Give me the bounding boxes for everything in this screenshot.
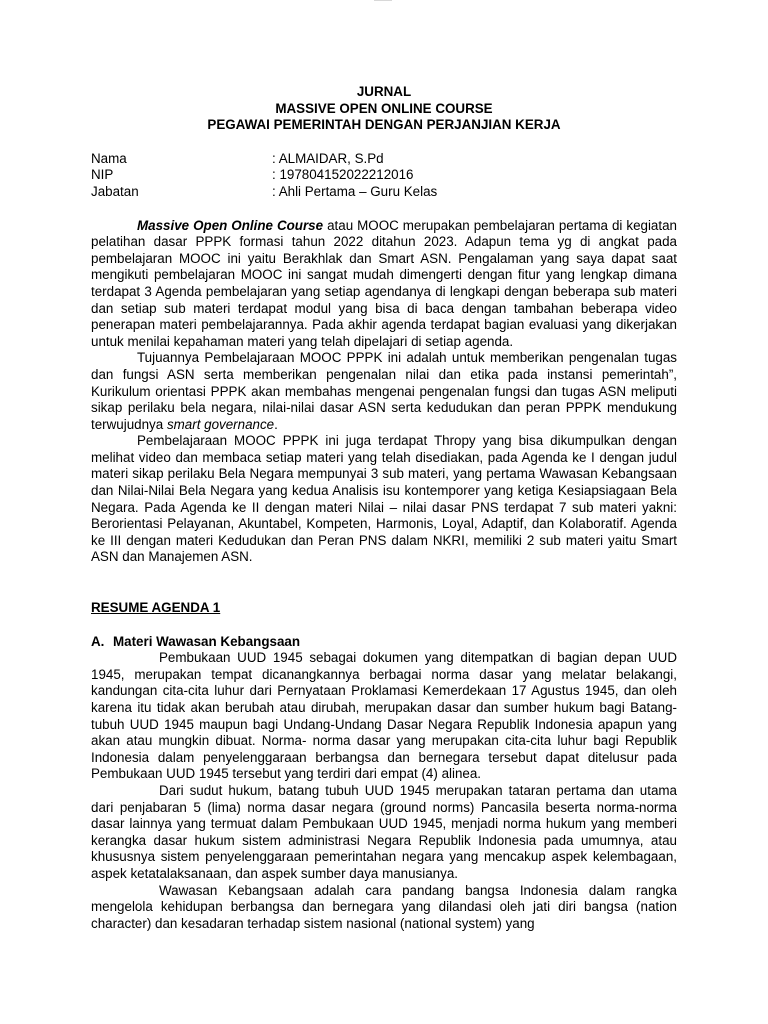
- intro-p2-italic: smart governance: [166, 416, 275, 432]
- intro-p1-text: atau MOOC merupakan pembelajaran pertama di kegiatan pelatihan dasar PPPK formasi tahun 2022 ditahun 2023. Adapun tema yg di angkat pada pembelajaran MOOC ini yaitu Berakhlak dan Smart ASN. Pengalaman yang saya dapat saat mengikuti pembelajaran MOOC ini sangat mudah dimengerti dengan fitur yang lengkap dimana terdapat 3 Agenda pembelajaran yang setiap agendanya di lengkapi dengan beberapa sub materi dan setiap sub materi terdapat modul yang bisa di baca dengan tambahan beberapa video penerapan materi pembelajarannya. Pada akhir agenda terdapat bagian evaluasi yang dikerjakan untuk menilai kepahaman materi yang telah dipelajari di setiap agenda.: [91, 217, 677, 349]
- title-line-2: MASSIVE OPEN ONLINE COURSE: [275, 100, 493, 116]
- resume-heading: RESUME AGENDA 1: [91, 600, 221, 616]
- intro-lead-term: Massive Open Online Course: [137, 217, 324, 233]
- page-edge-mark: [374, 0, 392, 1]
- meta-row-nip: [91, 167, 677, 184]
- meta-value: : 197804152022212016: [272, 167, 414, 183]
- section-a-paragraph-1: Pembukaan UUD 1945 sebagai dokumen yang ditempatkan di bagian depan UUD 1945, merupakan tempat dicanangkannya berbagai norma dasar yang melatar belakangi, kandungan cita-cita luhur dari Pernyataan Proklamasi Kemerdekaan 17 Agustus 1945, dan oleh karena itu tidak akan berubah atau dirubah, merupakan dasar dan sumber hukum bagi Batang-tubuh UUD 1945 maupun bagi Undang-Undang Dasar Negara Republik Indonesia apapun yang akan atau mungkin dibuat. Norma- norma dasar yang merupakan cita-cita luhur bagi Republik Indonesia dalam penyelenggaraan berbangsa dan bernegara tersebut dapat ditelusur pada Pembukaan UUD 1945 tersebut yang terdiri dari empat (4) alinea.: [91, 650, 677, 782]
- intro-paragraph-2: [91, 350, 677, 433]
- identity-block: [91, 151, 677, 201]
- title-line-1: JURNAL: [356, 84, 412, 99]
- section-letter: A.: [91, 633, 105, 649]
- intro-paragraph-3: Pembelajaraan MOOC PPPK ini juga terdapat Thropy yang bisa dikumpulkan dengan melihat video dan membaca setiap materi yang telah disediakan, pada Agenda ke I dengan judul materi sikap perilaku Bela Negara mempunyai 3 sub materi, yang pertama Wawasan Kebangsaan dan Nilai-Nilai Bela Negara yang kedua Analisis isu kontemporer yang ketiga Kesiapsiagaan Bela Negara. Pada Agenda ke II dengan materi Nilai – nilai dasar PNS terdapat 7 sub materi yakni: Berorientasi Pelayanan, Akuntabel, Kompeten, Harmonis, Loyal, Adaptif, dan Kolaboratif. Agenda ke III dengan materi Kedudukan dan Peran PNS dalam NKRI, memiliki 2 sub materi yaitu Smart ASN dan Manajemen ASN.: [91, 433, 677, 565]
- meta-row-jabatan: [91, 184, 677, 201]
- meta-label: Nama: [91, 150, 127, 166]
- meta-value: : Ahli Pertama – Guru Kelas: [272, 183, 438, 199]
- section-a-paragraph-3: Wawasan Kebangsaan adalah cara pandang bangsa Indonesia dalam rangka mengelola kehidupan berbangsa dan bernegara yang dilandasi oleh jati diri bangsa (nation character) dan kesadaran terhadap sistem nasional (national system) yang: [91, 882, 677, 931]
- intro-p2-end: .: [274, 416, 278, 432]
- intro-paragraph-1: [91, 218, 677, 351]
- intro-p2-text: Tujuannya Pembelajaraan MOOC PPPK ini adalah untuk memberikan pengenalan tugas dan fungsi ASN serta memberikan pengenalan nilai dan etika pada instansi pemerintah”, Kurikulum orientasi PPPK akan membahas mengenai pengenalan fungsi dan tugas ASN meliputi sikap perilaku bela negara, nilai-nilai dasar ASN serta kedudukan dan peran PPPK mendukung terwujudnya: [91, 350, 677, 432]
- section-a-paragraph-2: Dari sudut hukum, batang tubuh UUD 1945 merupakan tataran pertama dan utama dari penjabaran 5 (lima) norma dasar negara (ground norms) Pancasila beserta norma-norma dasar lainnya yang termuat dalam Pembukaan UUD 1945, menjadi norma hukum yang memberi kerangka dasar hukum sistem administrasi Negara Republik Indonesia pada umumnya, atau khususnya sistem penyelenggaraan pemerintahan negara yang mencakup aspek kelembagaan, aspek ketatalaksanaan, dan aspek sumber daya manusianya.: [91, 782, 677, 881]
- section-a-heading: [91, 634, 677, 651]
- meta-value: : ALMAIDAR, S.Pd: [272, 150, 384, 166]
- document-title: [91, 84, 677, 134]
- document-page: [91, 84, 677, 932]
- section-title: Materi Wawasan Kebangsaan: [113, 633, 301, 649]
- title-line-3: PEGAWAI PEMERINTAH DENGAN PERJANJIAN KERJA: [207, 117, 561, 133]
- meta-row-nama: [91, 151, 677, 168]
- meta-label: NIP: [91, 167, 114, 183]
- section-a-body: [91, 650, 677, 932]
- meta-label: Jabatan: [91, 183, 139, 199]
